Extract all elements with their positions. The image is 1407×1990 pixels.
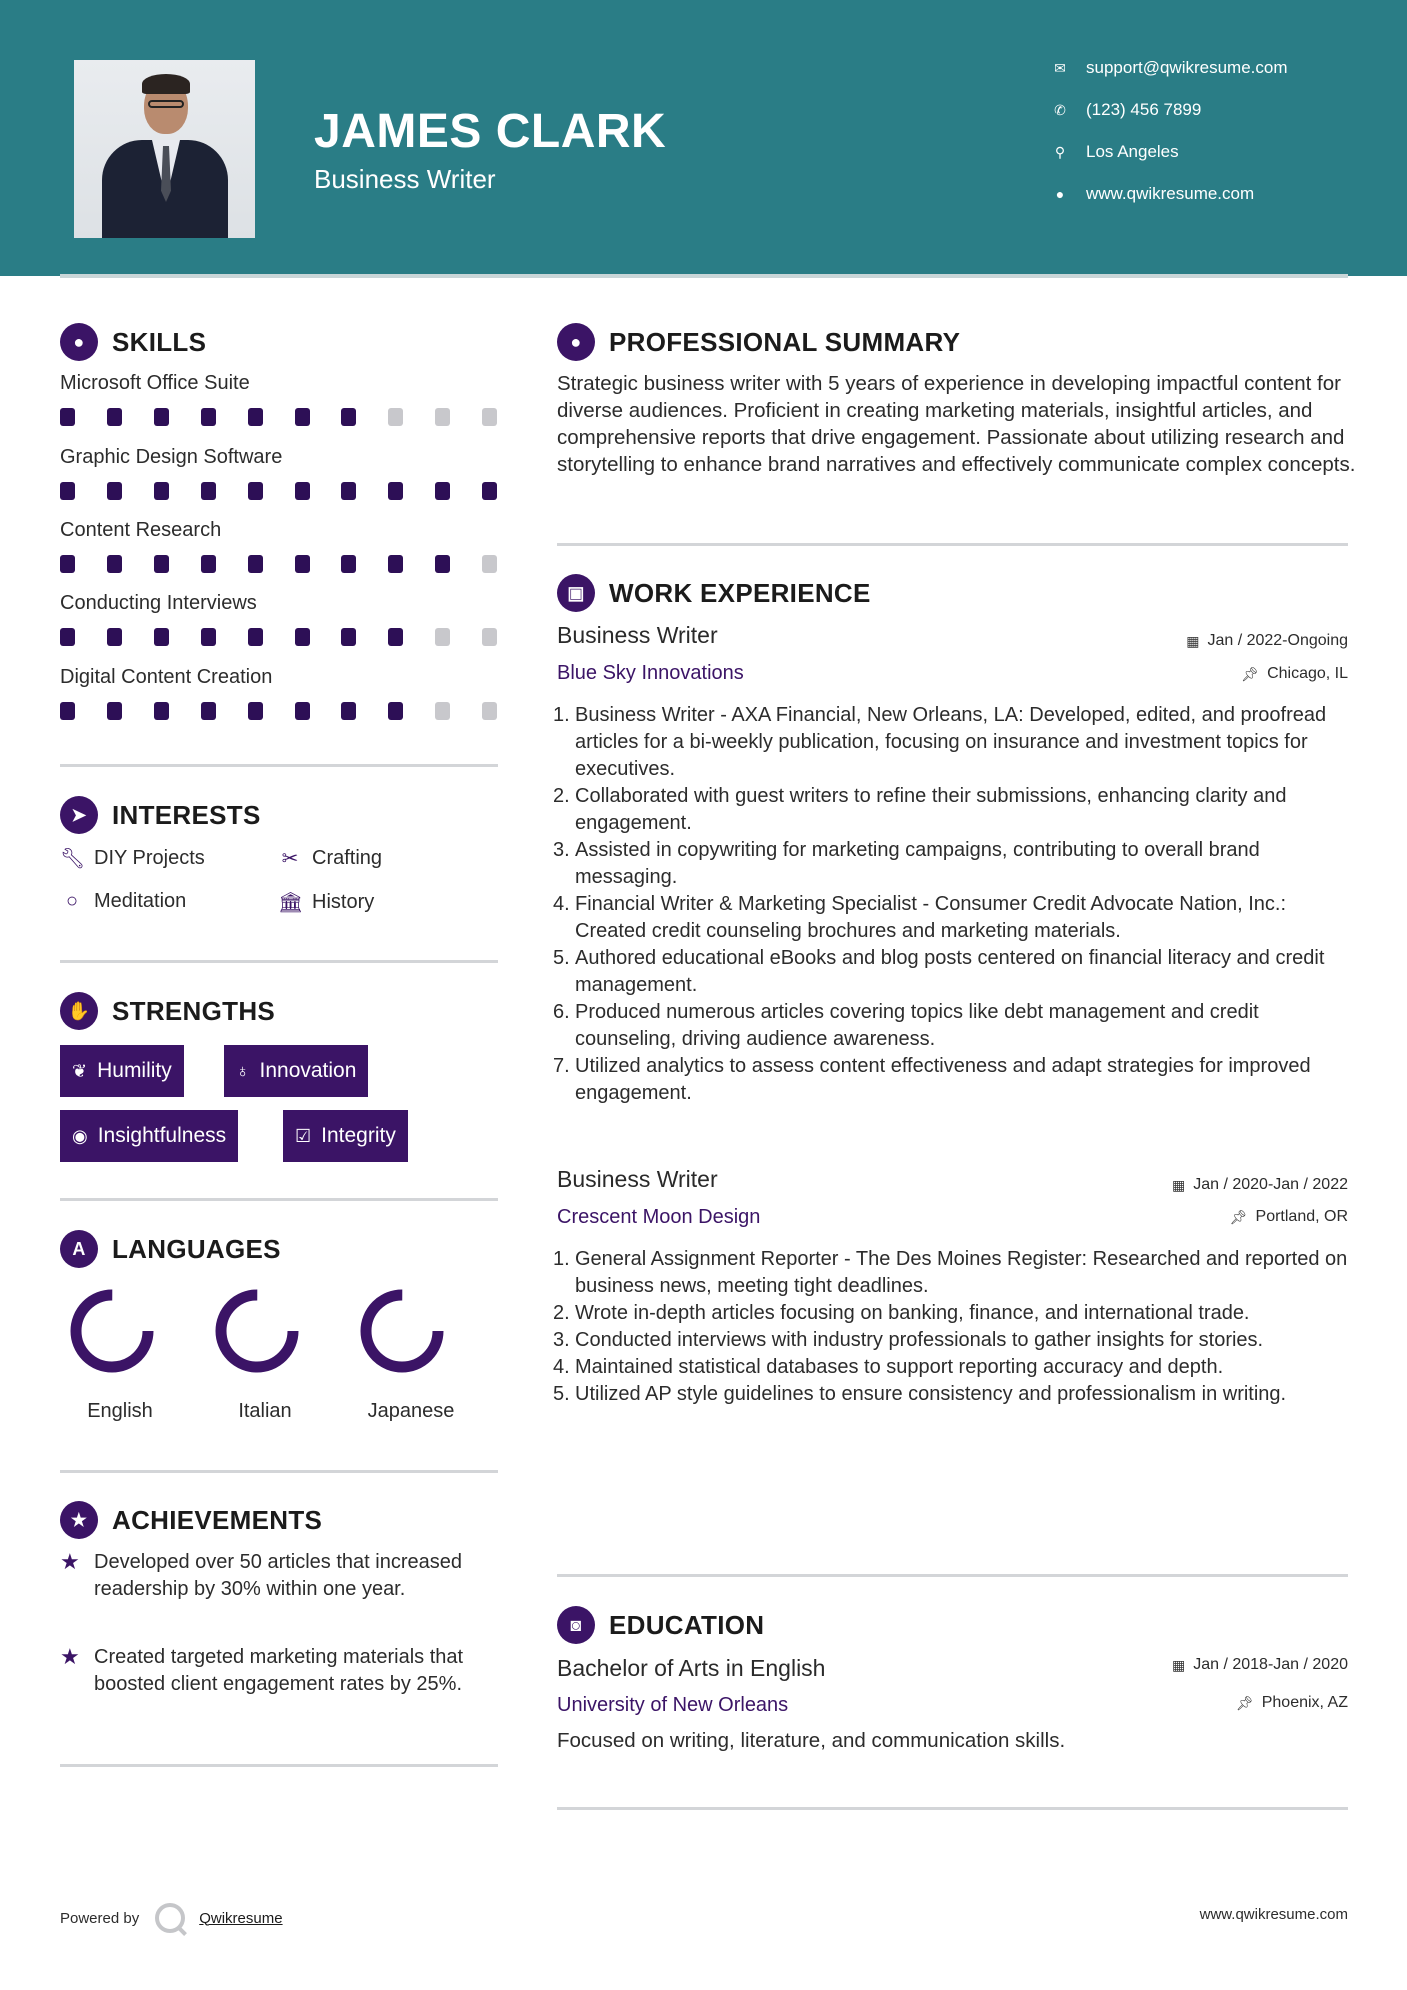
phone-icon: ✆ xyxy=(1054,101,1066,118)
skill-dot xyxy=(388,482,403,500)
summary-text: Strategic business writer with 5 years of experience in developing impactful content for diverse audiences. Proficient in creating marketing materials, insightful articles, and comprehensive reports that drive engagement. Passionate about utilizing research and storytelling to enhance brand narratives and effectively communicate complex concepts. xyxy=(557,372,1356,476)
header-divider xyxy=(60,274,1348,278)
star-fast-icon: ★ xyxy=(60,1549,80,1574)
achievement-item: ★ Created targeted marketing materials that boosted client engagement rates by 25%. xyxy=(60,1644,480,1698)
profile-photo xyxy=(74,60,255,238)
skill-dot xyxy=(107,702,122,720)
skill-rating xyxy=(60,555,498,573)
skill-dot xyxy=(107,408,122,426)
skill-dot xyxy=(341,482,356,500)
skill-dot xyxy=(341,702,356,720)
list-item: 5. Utilized AP style guidelines to ensure consistency and professionalism in writing. xyxy=(553,1383,1287,1405)
paper-plane-icon: ➤ xyxy=(60,796,98,834)
skill-dot xyxy=(388,702,403,720)
lightbulb-icon: ♁ xyxy=(236,1060,250,1081)
skill-dot xyxy=(60,482,75,500)
experience-heading: ▣ WORK EXPERIENCE xyxy=(557,574,871,612)
job-location: 📌︎ Portland, OR xyxy=(1229,1208,1348,1225)
strengths-heading: ✋ STRENGTHS xyxy=(60,992,275,1030)
skill-label: Conducting Interviews xyxy=(60,592,257,614)
job-bullets xyxy=(553,702,1353,1107)
skill-dot xyxy=(435,482,450,500)
calendar-icon: ▦ xyxy=(1171,1176,1186,1193)
contact-website[interactable]: ● www.qwikresume.com xyxy=(1050,184,1254,204)
skill-rating xyxy=(60,482,498,500)
section-divider xyxy=(557,543,1348,546)
qwikresume-link[interactable]: Qwikresume xyxy=(199,1909,283,1927)
language-level-ring xyxy=(214,1288,300,1374)
skill-dot xyxy=(435,702,450,720)
section-divider xyxy=(60,960,498,963)
contact-phone[interactable]: ✆ (123) 456 7899 xyxy=(1050,100,1201,120)
list-item: 1. Business Writer - AXA Financial, New Orleans, LA: Developed, edited, and proofread articles for a bi-weekly publication, focusing on insurance and investment topics for executives. xyxy=(553,704,1327,780)
list-item: 3. Conducted interviews with industry professionals to gather insights for stories. xyxy=(553,1329,1264,1351)
skill-rating xyxy=(60,408,498,426)
user-icon: ● xyxy=(557,323,595,361)
skill-dot xyxy=(201,628,216,646)
section-divider xyxy=(60,764,498,767)
qwikresume-logo-icon xyxy=(155,1903,185,1933)
eye-icon: ◉ xyxy=(72,1125,88,1146)
skill-dot xyxy=(60,555,75,573)
achievement-item: ★ Developed over 50 articles that increased readership by 30% within one year. xyxy=(60,1549,480,1603)
footer-url[interactable]: www.qwikresume.com xyxy=(1199,1906,1348,1923)
skill-rating xyxy=(60,628,498,646)
skill-dot xyxy=(248,408,263,426)
job-dates: ▦ Jan / 2020-Jan / 2022 xyxy=(1171,1176,1348,1193)
skill-dot xyxy=(107,482,122,500)
language-label: Japanese xyxy=(367,1400,455,1422)
job-title: Business Writer xyxy=(557,622,718,648)
list-item: 2. Wrote in-depth articles focusing on banking, finance, and international trade. xyxy=(553,1302,1250,1324)
skill-dot xyxy=(482,702,497,720)
skill-rating xyxy=(60,702,498,720)
calendar-icon: ▦ xyxy=(1186,632,1200,649)
job-dates: ▦ Jan / 2022-Ongoing xyxy=(1186,632,1348,649)
skill-dot xyxy=(341,408,356,426)
bank-icon: 🏛︎ xyxy=(278,892,304,914)
lightbulb-icon: ● xyxy=(60,323,98,361)
skill-dot xyxy=(295,555,310,573)
skill-dot xyxy=(295,702,310,720)
globe-icon: ● xyxy=(1055,186,1065,202)
strength-tag: ☑ Integrity xyxy=(283,1110,408,1162)
skill-dot xyxy=(248,555,263,573)
pin-icon: 📌︎ xyxy=(1229,1208,1248,1225)
languages-heading: A LANGUAGES xyxy=(60,1230,281,1268)
interest-item: ✂ Crafting xyxy=(278,846,382,871)
section-divider xyxy=(60,1764,498,1767)
skill-dot xyxy=(107,628,122,646)
skill-dot xyxy=(482,408,497,426)
graduation-icon: ◙ xyxy=(557,1606,595,1644)
resume-header xyxy=(0,0,1407,276)
language-icon: A xyxy=(60,1230,98,1268)
skill-dot xyxy=(60,702,75,720)
list-item: 6. Produced numerous articles covering topics like debt management and credit counseling, driving audience awareness. xyxy=(553,1001,1259,1050)
skill-dot xyxy=(482,482,497,500)
interest-item: 🔧︎ DIY Projects xyxy=(60,847,205,870)
skill-dot xyxy=(154,702,169,720)
skill-dot xyxy=(295,408,310,426)
summary-heading: ● PROFESSIONAL SUMMARY xyxy=(557,323,960,361)
skill-dot xyxy=(248,482,263,500)
degree-title: Bachelor of Arts in English xyxy=(557,1655,826,1681)
list-item: 4. Financial Writer & Marketing Specialist - Consumer Credit Advocate Nation, Inc.: Created credit counseling brochures and marketing materials. xyxy=(553,893,1287,942)
skill-dot xyxy=(341,628,356,646)
education-description: Focused on writing, literature, and communication skills. xyxy=(557,1729,1066,1752)
job-title: Business Writer xyxy=(557,1166,718,1192)
candidate-name: JAMES CLARK xyxy=(314,105,667,158)
skill-dot xyxy=(388,555,403,573)
language-level-arc xyxy=(221,1295,293,1367)
interest-item: 🏛︎ History xyxy=(278,891,375,914)
envelope-icon: ✉ xyxy=(1054,59,1066,76)
language-level-ring xyxy=(359,1288,445,1374)
skill-dot xyxy=(201,702,216,720)
skill-dot xyxy=(201,482,216,500)
skill-dot xyxy=(248,628,263,646)
circle-icon: ○ xyxy=(65,890,79,912)
skill-dot xyxy=(60,408,75,426)
skill-dot xyxy=(201,555,216,573)
section-divider xyxy=(557,1807,1348,1810)
interest-item: ○ Meditation xyxy=(60,890,186,913)
contact-email[interactable]: ✉ support@qwikresume.com xyxy=(1050,58,1288,78)
skill-dot xyxy=(482,628,497,646)
skill-dot xyxy=(295,628,310,646)
chair-icon: ▣ xyxy=(557,574,595,612)
section-divider xyxy=(60,1198,498,1201)
calendar-icon: ▦ xyxy=(1171,1656,1186,1673)
skill-dot xyxy=(435,555,450,573)
skill-dot xyxy=(154,555,169,573)
interests-heading: ➤ INTERESTS xyxy=(60,796,261,834)
scissors-icon: ✂ xyxy=(281,848,299,870)
pin-icon: 📌︎ xyxy=(1241,665,1260,682)
skill-dot xyxy=(154,408,169,426)
language-level-arc xyxy=(366,1295,438,1367)
skill-dot xyxy=(341,555,356,573)
strength-tag: ◉ Insightfulness xyxy=(60,1110,238,1162)
star-fast-icon: ★ xyxy=(60,1644,80,1669)
leaf-icon: ❦ xyxy=(72,1060,88,1081)
skill-label: Digital Content Creation xyxy=(60,666,273,688)
skill-dot xyxy=(154,482,169,500)
pin-icon: 📌︎ xyxy=(1235,1694,1254,1711)
list-item: 4. Maintained statistical databases to support reporting accuracy and depth. xyxy=(553,1356,1224,1378)
skill-dot xyxy=(388,408,403,426)
check-square-icon: ☑ xyxy=(295,1125,312,1146)
star-icon: ★ xyxy=(60,1501,98,1539)
hand-icon: ✋ xyxy=(60,992,98,1030)
section-divider xyxy=(557,1574,1348,1577)
language-level-arc xyxy=(76,1295,148,1367)
skill-dot xyxy=(435,628,450,646)
language-label: English xyxy=(87,1400,153,1422)
list-item: 1. General Assignment Reporter - The Des Moines Register: Researched and reported on business news, meeting tight deadlines. xyxy=(553,1248,1348,1297)
skill-dot xyxy=(107,555,122,573)
contact-location: ⚲ Los Angeles xyxy=(1050,142,1179,162)
skill-dot xyxy=(201,408,216,426)
education-heading: ◙ EDUCATION xyxy=(557,1606,764,1644)
skill-dot xyxy=(295,482,310,500)
language-label: Italian xyxy=(238,1400,292,1422)
wrench-icon: 🔧︎ xyxy=(60,848,86,870)
school-name: University of New Orleans xyxy=(557,1694,789,1716)
section-divider xyxy=(60,1470,498,1473)
skill-label: Content Research xyxy=(60,519,222,541)
job-company: Crescent Moon Design xyxy=(557,1206,761,1228)
skill-label: Microsoft Office Suite xyxy=(60,372,250,394)
job-bullets xyxy=(553,1246,1353,1408)
skill-dot xyxy=(248,702,263,720)
skill-dot xyxy=(60,628,75,646)
list-item: 7. Utilized analytics to assess content effectiveness and adapt strategies for improved engagement. xyxy=(553,1055,1311,1104)
skill-dot xyxy=(482,555,497,573)
strength-tag: ♁ Innovation xyxy=(224,1045,368,1097)
skill-label: Graphic Design Software xyxy=(60,446,283,468)
skill-dot xyxy=(435,408,450,426)
candidate-role: Business Writer xyxy=(314,164,496,194)
education-location: 📌︎ Phoenix, AZ xyxy=(1235,1694,1348,1711)
skills-heading: ● SKILLS xyxy=(60,323,206,361)
list-item: 5. Authored educational eBooks and blog posts centered on financial literacy and credit management. xyxy=(553,947,1325,996)
job-location: 📌︎ Chicago, IL xyxy=(1241,665,1348,682)
map-marker-icon: ⚲ xyxy=(1054,143,1066,160)
job-company: Blue Sky Innovations xyxy=(557,662,744,684)
list-item: 3. Assisted in copywriting for marketing campaigns, contributing to overall brand messaging. xyxy=(553,839,1260,888)
powered-by: Powered by Qwikresume xyxy=(60,1903,283,1933)
language-level-ring xyxy=(69,1288,155,1374)
skill-dot xyxy=(388,628,403,646)
achievements-heading: ★ ACHIEVEMENTS xyxy=(60,1501,322,1539)
strength-tag: ❦ Humility xyxy=(60,1045,184,1097)
skill-dot xyxy=(154,628,169,646)
list-item: 2. Collaborated with guest writers to refine their submissions, enhancing clarity and engagement. xyxy=(553,785,1287,834)
education-dates: ▦ Jan / 2018-Jan / 2020 xyxy=(1171,1656,1348,1673)
